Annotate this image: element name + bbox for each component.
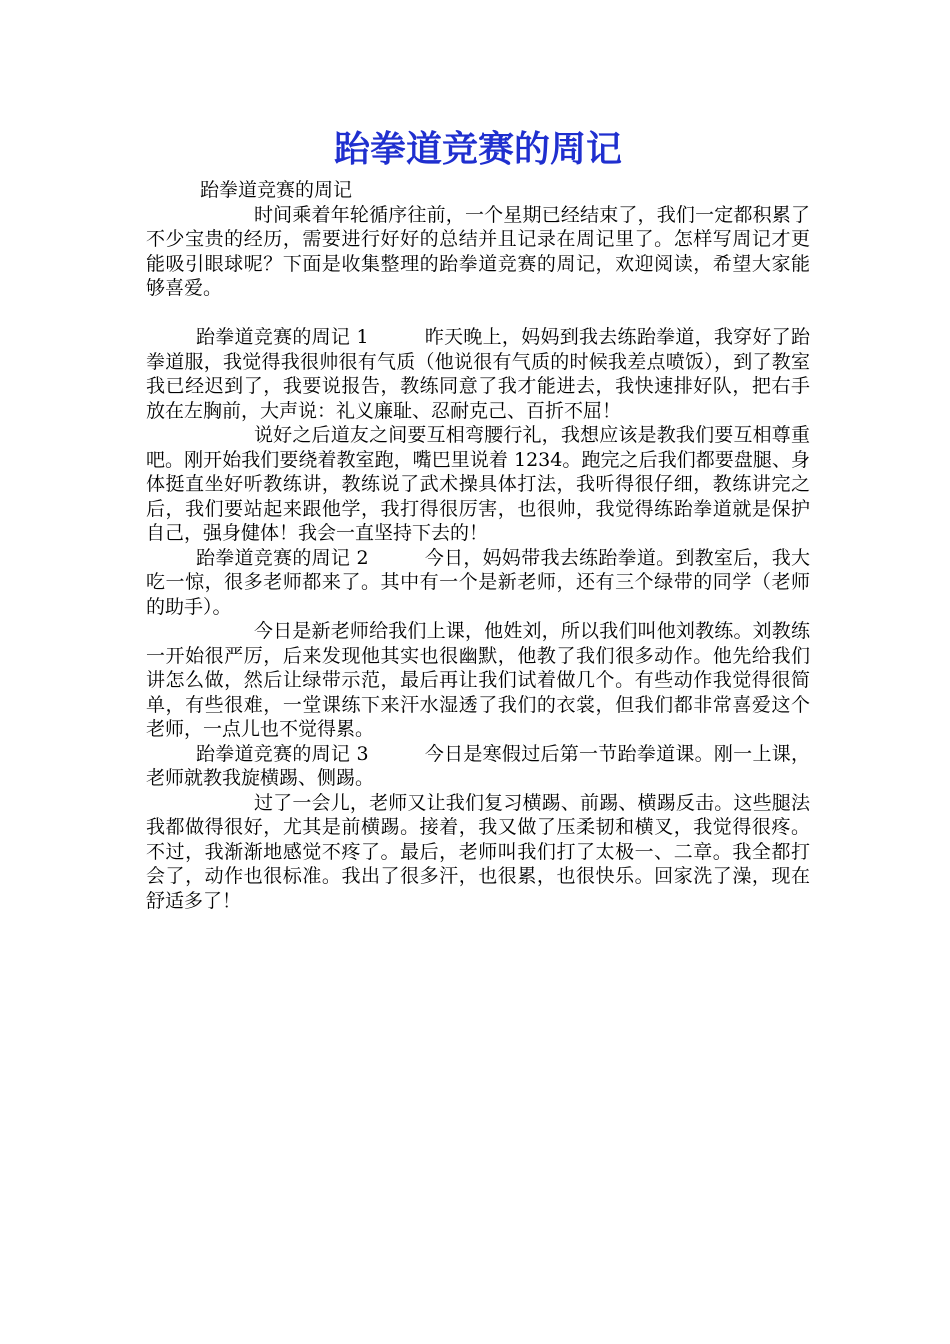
intro-paragraph: 时间乘着年轮循序往前，一个星期已经结束了，我们一定都积累了不少宝贵的经历，需要进行好好的总结并且记录在周记里了。怎样写周记才更能吸引眼球呢？下面是收集整理的跆拳道竞赛的周记，欢迎阅读，希望大家能够喜爱。: [146, 203, 810, 299]
entry-3-paragraph: [146, 742, 810, 791]
entry-text: 今日，妈妈带我去练跆拳道。到教室后，我大吃一惊，很多老师都来了。其中有一个是新老师，还有三个绿带的同学（老师的助手）。: [146, 546, 810, 618]
document-subtitle: 跆拳道竞赛的周记: [200, 179, 353, 201]
entry-2-paragraph: [146, 546, 810, 620]
document-title: 跆拳道竞赛的周记: [333, 128, 622, 170]
entry-heading: 跆拳道竞赛的周记 3: [196, 742, 369, 765]
paragraph-gap: [146, 301, 810, 326]
entry-text: 昨天晚上，妈妈到我去练跆拳道，我穿好了跆拳道服，我觉得我很帅很有气质（他说很有气质的时候我差点喷饭），到了教室我已经迟到了，我要说报告，教练同意了我才能进去，我快速排好队，把右手放在左胸前，大声说：礼义廉耻、忍耐克己、百折不屈！: [146, 326, 810, 422]
entry-heading: 跆拳道竞赛的周记 2: [196, 546, 369, 569]
entry-1-continuation: 说好之后道友之间要互相弯腰行礼，我想应该是教我们要互相尊重吧。刚开始我们要绕着教室跑，嘴巴里说着 1234。跑完之后我们都要盘腿、身体挺直坐好听教练讲，教练说了武术操具体打法，我听得很仔细，教练讲完之后，我们要站起来跟他学，我打得很厉害，也很帅，我觉得练跆拳道就是保护自己，强身健体！我会一直坚持下去的！: [146, 424, 810, 544]
entry-heading: 跆拳道竞赛的周记 1: [196, 326, 369, 348]
entry-1-paragraph: [146, 325, 810, 423]
entry-2-continuation: 今日是新老师给我们上课，他姓刘，所以我们叫他刘教练。刘教练一开始很严厉，后来发现他其实也很幽默，他教了我们很多动作。他先给我们讲怎么做，然后让绿带示范，最后再让我们试着做几个。有些动作我觉得很简单，有些很难，一堂课练下来汗水湿透了我们的衣裳，但我们都非常喜爱这个老师，一点儿也不觉得累。: [146, 620, 810, 740]
entry-3-continuation: 过了一会儿，老师又让我们复习横踢、前踢、横踢反击。这些腿法我都做得很好，尤其是前横踢。接着，我又做了压柔韧和横叉，我觉得很疼。不过，我渐渐地感觉不疼了。最后，老师叫我们打了太极一、二章。我全都打会了，动作也很标准。我出了很多汗，也很累，也很快乐。回家洗了澡，现在舒适多了！: [146, 791, 810, 912]
entry-text: 今日是寒假过后第一节跆拳道课。刚一上课，老师就教我旋横踢、侧踢。: [146, 742, 810, 789]
document-page: [146, 120, 810, 913]
